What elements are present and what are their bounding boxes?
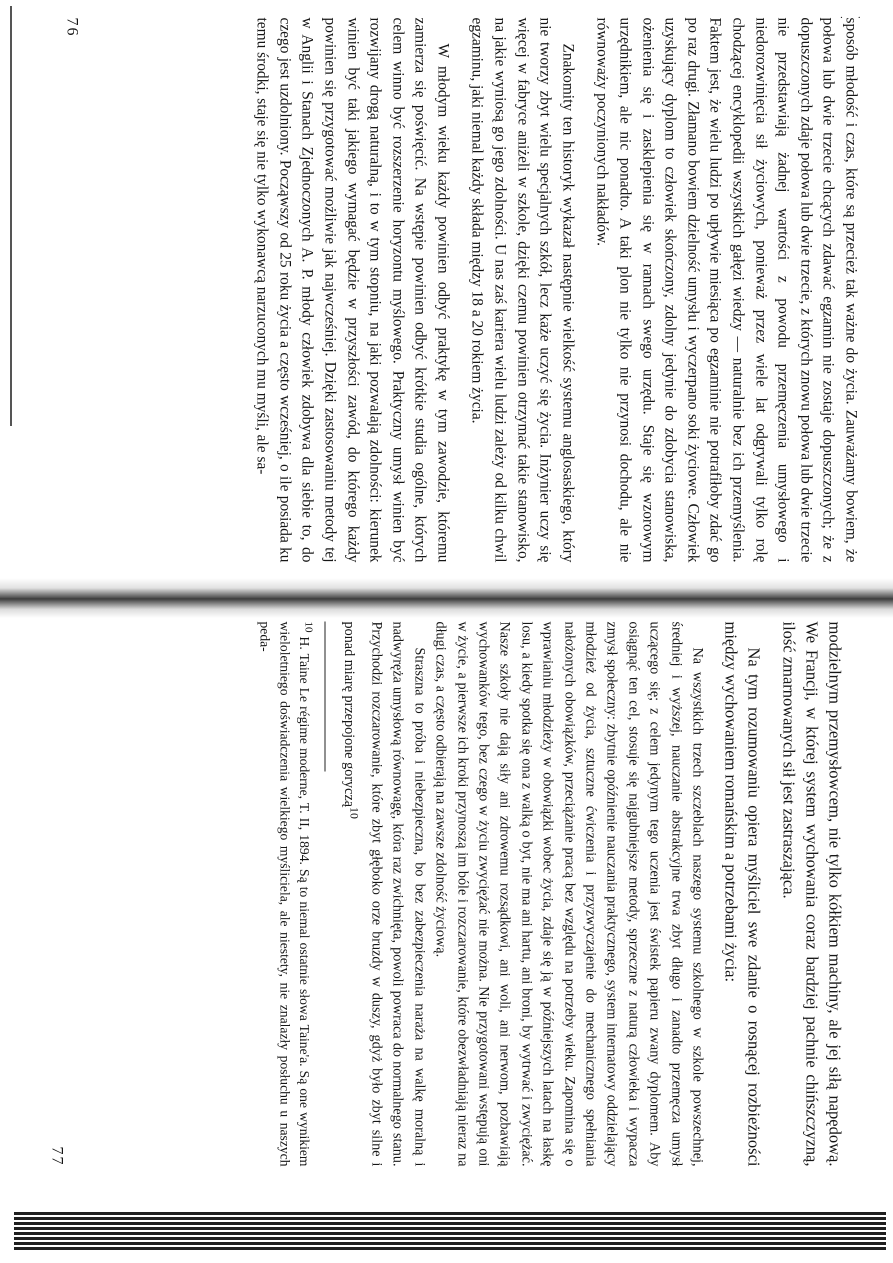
- page-76-paragraph-1: sposób młodość i czas, które są przecież tak ważne do życia. Zauważamy bowiem, że połowa lub dwie trzecie chcących zdawać egzamin nie zostaje dopuszczonych; że z dopuszczonych zdaje połowa lub dwie trzecie, z których znowu połowa lub dwie trzecie nie przedstawiają żadnej wartości z powodu przemęczenia umysłowego i niedorozwinięcia sił życiowych, ponieważ przez wiele lat odgrywali tylko rolę chodzącej encyklopedii wszystkich gałęzi wiedzy — naturalnie bez ich przemyślenia. Faktem jest, że wielu ludzi po upływie miesiąca po egzaminie nie potrafiłoby zdać go po raz drugi. Złamano bowiem dzielność umysłu i wyczerpano soki życiowe. Człowiek uzyskujący dyplom to człowiek skończony, zdolny jedynie do zdobycia stanowiska, ożenienia się i zasklepienia się w ramach swego urzędu. Staje się wzorowym urzędnikiem, ale nic ponadto. A taki plon nie tylko nie przynosi dochodu, ale nie równoważy poczynionych nakładów.: [593, 17, 860, 563]
- page-number-76: 76: [63, 17, 81, 38]
- page-77: [47, 622, 847, 1167]
- page-77-quote: Na wszystkich trzech szczeblach naszego systemu szkolnego w szkole powszechnej, średniej i wyższej, nauczanie abstrakcyjne trwa zbyt długo i zanadto przemęcza umysł uczącego się; z celem jedynym tego uczenia jest świstek papieru zwany dyplomem. Aby osiągnąć ten cel, stosuje się najgubniejsze metody, sprzeczne z naturą człowieka i wypacza zmysł społeczny: zbytnie opóźnienie nauczania praktycznego, system internatowy oddzielający młodzież od życia, sztuczne ćwiczenia i przyzwyczajenie do mechanicznego spełniania nałożonych obowiązków, przeciążanie pracą bez względu na potrzeby wieku. Zapomina się o wprawianiu młodzieży w obowiązki wobec życia, zdaje się ją w późniejszych latach na łaskę losu, a kiedy spotka się ona z walką o byt, nie ma ani hartu, ani broni, by wytrwać i zwyciężać. Nasze szkoły nie dają siły ani zdrowemu rozsądkowi, ani woli, ani nerwom, pozbawiają wychowanków tego, bez czego w życiu zwyciężać nie można. Nie przygotowani wstępują oni w życie, a pierwsze ich kroki przynoszą im bóle i rozczarowanie, które obezwładniają nieraz na długi czas, a często odbierają na zawsze zdolność życiową.: [432, 621, 706, 1167]
- footnote-reference: 10: [348, 807, 362, 819]
- page-76: [62, 18, 862, 563]
- page-number-77: 77: [48, 1146, 66, 1167]
- footnote-text: H. Taine Le régime moderne, T. II, 1894. Są to niemal ostatnie słowa Taine'a. Są one wynikiem wieloletniego doświadczenia wielkiego myśliciela, ale niestety, nie znalazły posłuchu u naszych peda-: [257, 621, 313, 1167]
- scan-edge-bars: [14, 1212, 886, 1250]
- footnote-divider: [325, 622, 326, 772]
- footnote: [254, 622, 319, 1167]
- page-76-paragraph-2: Znakomity ten historyk wykazał następnie wielkość systemu anglosaskiego, który nie tworzy zbyt wielu specjalnych szkół, lecz każe uczyć się życia. Inżynier uczy się więcej w fabryce aniżeli w szkole, dzięki czemu powinien otrzymać takie stanowisko, na jakie wyniosą go jego zdolności. U nas zaś kariera wielu ludzi zależy od kilku chwil egzaminu, jaki niemal każdy składa między 18 a 20 rokiem życia.: [469, 17, 577, 563]
- footnote-number: 10: [302, 621, 315, 633]
- quote-continued-text: Straszna to próba i niebezpieczna, bo bez zabezpieczenia naraża na walkę moralną i nadwyręża umysłową równowagę, która raz zwichnięta, powoli powraca do normalnego stanu. Przychodzi rozczarowanie, które zbyt głęboko orze bruzdy w duszy, gdyż było zbyt silne i ponad miarę przepojone goryczą: [341, 621, 428, 1167]
- page-77-paragraph-2: Na tym rozumowaniu opiera myśliciel swe zdanie o rosnącej rozbieżności między wychowaniem romańskim a potrzebami życia:: [721, 621, 764, 1167]
- scan-specks: ··: [839, 12, 875, 24]
- page-77-paragraph-1: modzielnym przemysłowcem, nie tylko kółkiem machiny, ale jej siłą napędową. We Francji, w której system wychowania coraz bardziej pachnie chińszczyzną, ilość zmarnowanych sił jest zastraszająca.: [779, 621, 845, 1167]
- page-76-paragraph-3: W młodym wieku każdy powinien odbyć praktykę w tym zawodzie, któremu zamierza się poświęcić. Na wstępie powinien odbyć krótkie studia ogólne, których celem winno być rozszerzenie horyzontu myślowego. Praktyczny umysł winien być rozwijany drogą naturalną, i to w tym stopniu, na jaki pozwalają zdolności: kierunek winien być taki jakiego wymagać będzie w przyszłości zawód, do którego każdy powinien się przygotować możliwie jak najwcześniej. Dzięki zastosowaniu metody tej w Anglii i Stanach Zjednoczonych A. P. młody człowiek zdobywa dla siebie to, do czego jest uzdolniony. Począwszy od 25 roku życia a często wcześniej, o ile posiada ku temu środki, staje się nie tylko wykonawcą narzuconych mu myśli, ale sa-: [253, 17, 452, 563]
- page-77-quote-continued: [338, 622, 429, 1167]
- book-gutter-shadow: [0, 578, 893, 618]
- scan-edge: [10, 6, 12, 426]
